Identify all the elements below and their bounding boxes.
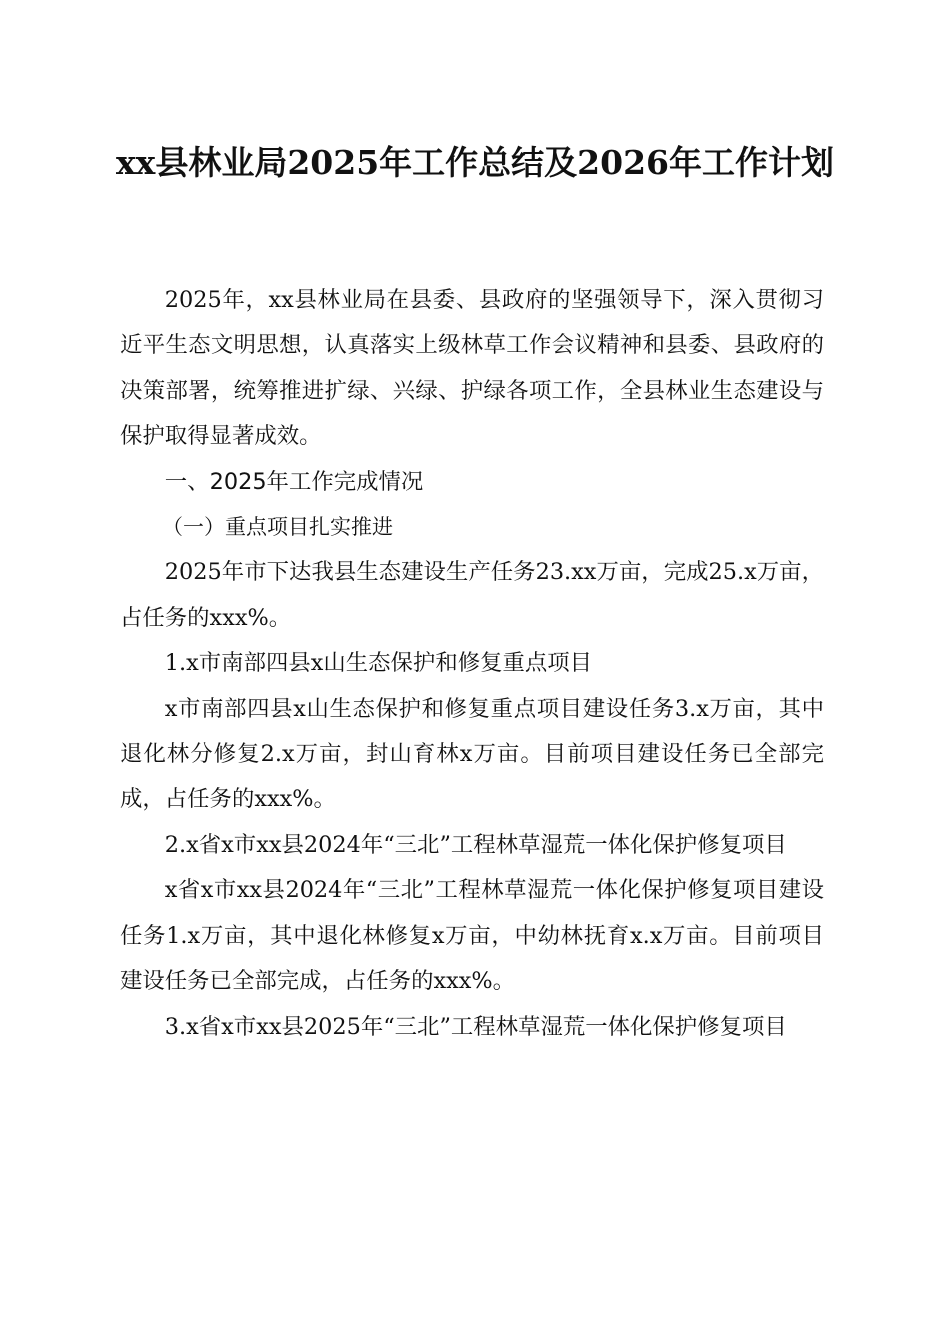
body-paragraph: x市南部四县x山生态保护和修复重点项目建设任务3.x万亩，其中退化林分修复2.x万亩，封山育林x万亩。目前项目建设任务已全部完成，占任务的xxx%。 <box>120 695 824 813</box>
section-heading: 一、2025年工作完成情况 <box>164 468 424 495</box>
document-body <box>120 278 824 1050</box>
subsection-heading: （一）重点项目扎实推进 <box>162 515 393 540</box>
intro-paragraph: 2025年，xx县林业局在县委、县政府的坚强领导下，深入贯彻习近平生态文明思想，认真落实上级林草工作会议精神和县委、县政府的决策部署，统筹推进扩绿、兴绿、护绿各项工作，全县林业生态建设与保护取得显著成效。 <box>120 287 824 450</box>
item-heading: 2.x省x市xx县2024年“三北”工程林草湿荒一体化保护修复项目 <box>164 831 787 858</box>
body-paragraph: 2025年市下达我县生态建设生产任务23.xx万亩，完成25.x万亩，占任务的xxx%。 <box>120 559 824 631</box>
body-paragraph: x省x市xx县2024年“三北”工程林草湿荒一体化保护修复项目建设任务1.x万亩，其中退化林修复x万亩，中幼林抚育x.x万亩。目前项目建设任务已全部完成，占任务的xxx%。 <box>120 877 824 995</box>
item-heading: 1.x市南部四县x山生态保护和修复重点项目 <box>164 650 593 677</box>
document-title: xx县林业局2025年工作总结及2026年工作计划 <box>115 143 835 182</box>
item-heading: 3.x省x市xx县2025年“三北”工程林草湿荒一体化保护修复项目 <box>164 1013 787 1040</box>
